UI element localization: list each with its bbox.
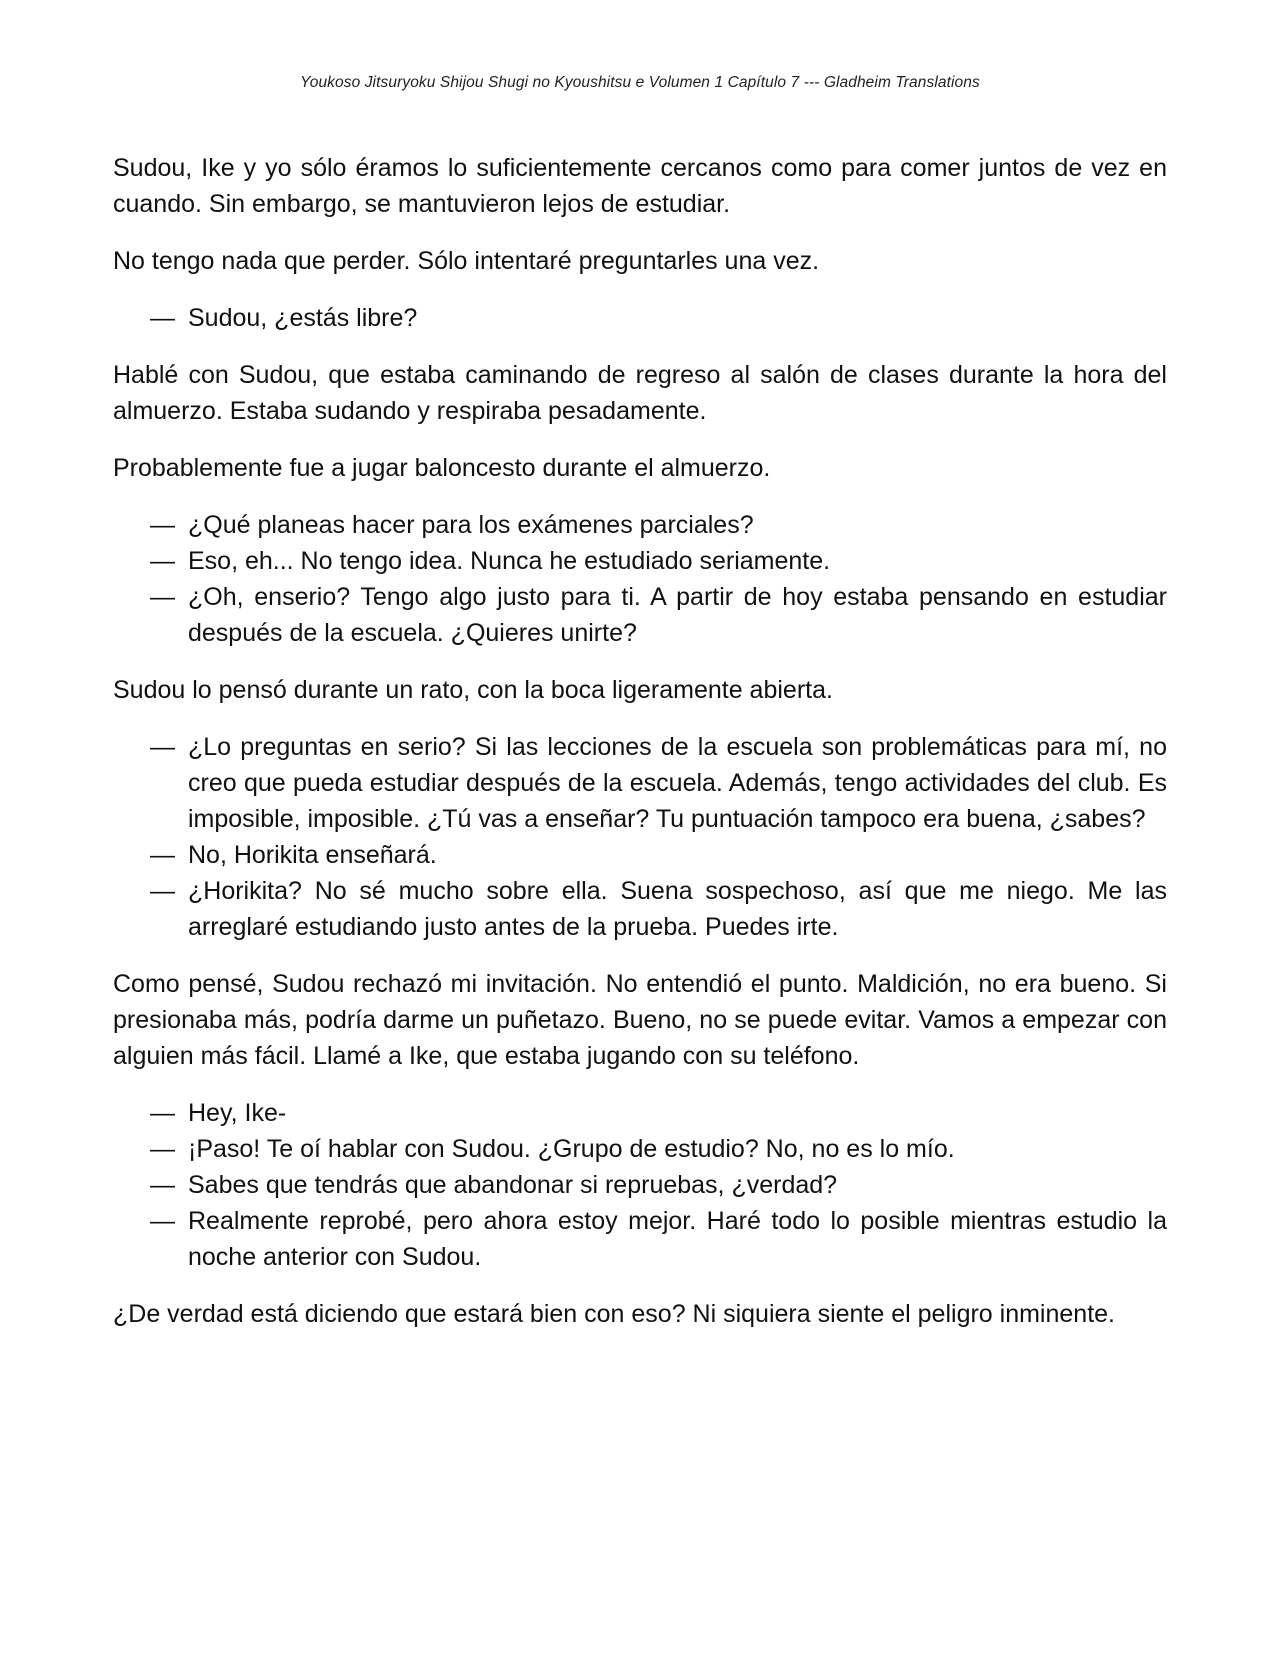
- document-body: [113, 150, 1167, 1353]
- dialogue-line: [113, 543, 1167, 579]
- dialogue-text: Hey, Ike-: [188, 1099, 287, 1127]
- dialogue-line: [113, 729, 1167, 837]
- dialogue-text: ¡Paso! Te oí hablar con Sudou. ¿Grupo de estudio? No, no es lo mío.: [188, 1135, 955, 1163]
- dialogue-line: [113, 837, 1167, 873]
- paragraph: No tengo nada que perder. Sólo intentaré preguntarles una vez.: [113, 247, 820, 275]
- dialogue-line: [113, 1095, 1167, 1131]
- dialogue-dash: —: [150, 1135, 175, 1163]
- paragraph: Probablemente fue a jugar baloncesto durante el almuerzo.: [113, 454, 771, 482]
- paragraph: ¿De verdad está diciendo que estará bien con eso? Ni siquiera siente el peligro inminente.: [113, 1300, 1115, 1328]
- dialogue-dash: —: [150, 877, 175, 905]
- dialogue-block: [113, 729, 1167, 945]
- dialogue-dash: —: [150, 1171, 175, 1199]
- dialogue-line: [113, 300, 1167, 336]
- dialogue-dash: —: [150, 841, 175, 869]
- dialogue-dash: —: [150, 511, 175, 539]
- paragraph: Como pensé, Sudou rechazó mi invitación. No entendió el punto. Maldición, no era bueno. Si presionaba más, podría darme un puñetazo. Bueno, no se puede evitar. Vamos a empezar con alguien más fácil. Llamé a Ike, que estaba jugando con su teléfono.: [113, 970, 1167, 1070]
- dialogue-dash: —: [150, 733, 175, 761]
- paragraph: Sudou, Ike y yo sólo éramos lo suficientemente cercanos como para comer juntos de vez en cuando. Sin embargo, se mantuvieron lejos de estudiar.: [113, 154, 1167, 218]
- dialogue-text: Realmente reprobé, pero ahora estoy mejor. Haré todo lo posible mientras estudio la noche anterior con Sudou.: [188, 1207, 1167, 1271]
- dialogue-line: [113, 507, 1167, 543]
- dialogue-dash: —: [150, 1207, 175, 1235]
- dialogue-line: [113, 1203, 1167, 1275]
- dialogue-text: No, Horikita enseñará.: [188, 841, 437, 869]
- dialogue-block: [113, 1095, 1167, 1275]
- dialogue-dash: —: [150, 547, 175, 575]
- dialogue-text: ¿Oh, enserio? Tengo algo justo para ti. A partir de hoy estaba pensando en estudiar después de la escuela. ¿Quieres unirte?: [188, 583, 1167, 647]
- dialogue-block: [113, 300, 1167, 336]
- dialogue-line: [113, 873, 1167, 945]
- paragraph: Sudou lo pensó durante un rato, con la boca ligeramente abierta.: [113, 676, 833, 704]
- dialogue-block: [113, 507, 1167, 651]
- dialogue-text: ¿Qué planeas hacer para los exámenes parciales?: [188, 511, 754, 539]
- page-header: Youkoso Jitsuryoku Shijou Shugi no Kyoushitsu e Volumen 1 Capítulo 7 --- Gladheim Translations: [300, 74, 980, 91]
- dialogue-line: [113, 1131, 1167, 1167]
- dialogue-text: Sabes que tendrás que abandonar si repruebas, ¿verdad?: [188, 1171, 838, 1199]
- dialogue-line: [113, 579, 1167, 651]
- dialogue-text: Sudou, ¿estás libre?: [188, 304, 418, 332]
- dialogue-text: ¿Horikita? No sé mucho sobre ella. Suena sospechoso, así que me niego. Me las arreglaré estudiando justo antes de la prueba. Puedes irte.: [188, 877, 1167, 941]
- dialogue-text: ¿Lo preguntas en serio? Si las lecciones de la escuela son problemáticas para mí, no creo que pueda estudiar después de la escuela. Además, tengo actividades del club. Es imposible, imposible. ¿Tú vas a enseñar? Tu puntuación tampoco era buena, ¿sabes?: [188, 733, 1167, 833]
- dialogue-dash: —: [150, 1099, 175, 1127]
- dialogue-dash: —: [150, 583, 175, 611]
- paragraph: Hablé con Sudou, que estaba caminando de regreso al salón de clases durante la hora del almuerzo. Estaba sudando y respiraba pesadamente.: [113, 361, 1167, 425]
- dialogue-line: [113, 1167, 1167, 1203]
- dialogue-text: Eso, eh... No tengo idea. Nunca he estudiado seriamente.: [188, 547, 831, 575]
- dialogue-dash: —: [150, 304, 175, 332]
